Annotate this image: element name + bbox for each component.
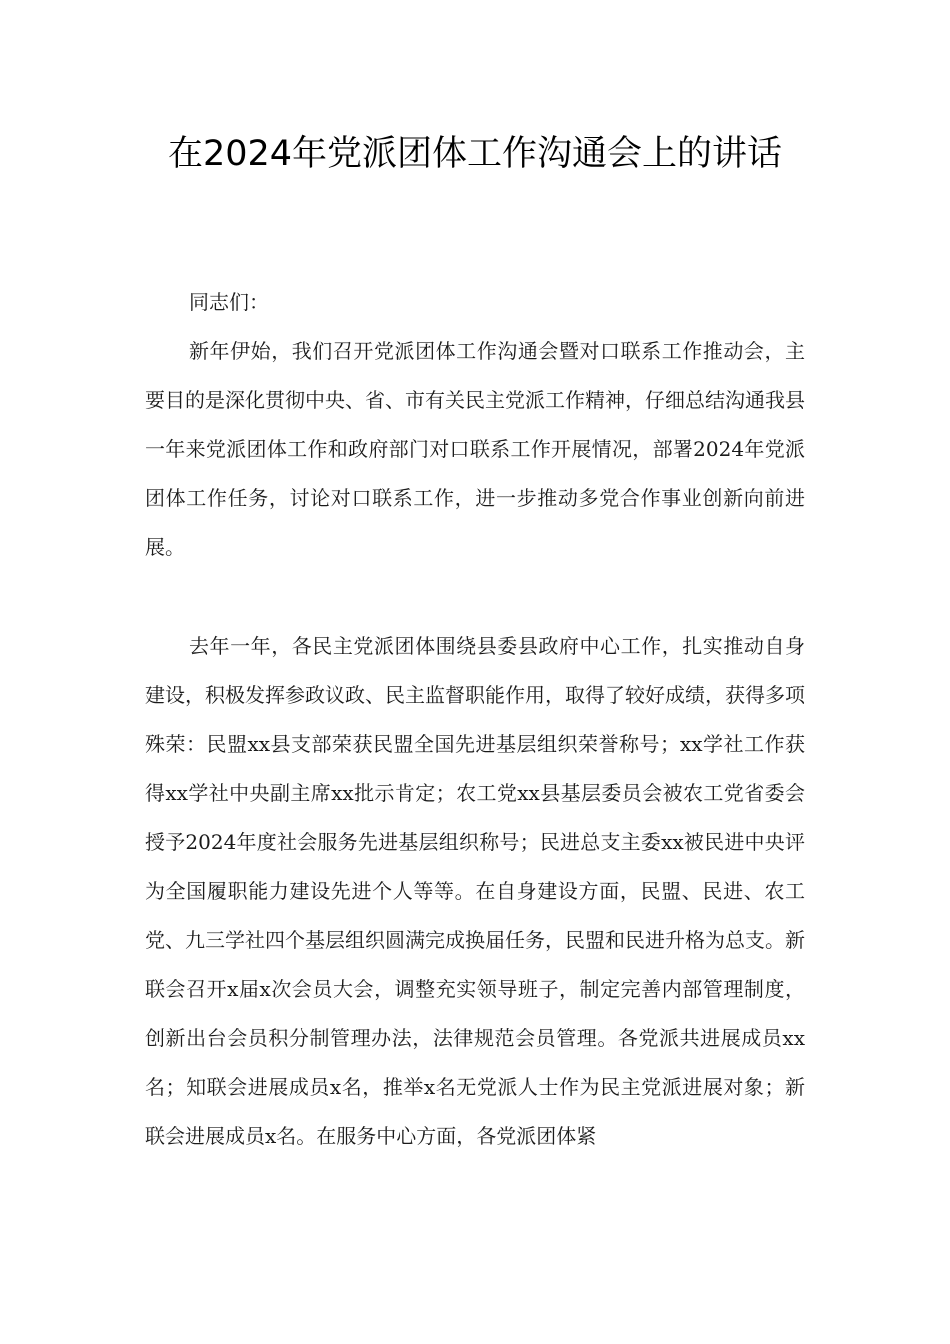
document-title: 在2024年党派团体工作沟通会上的讲话 <box>167 134 783 174</box>
salutation: 同志们： <box>189 290 269 314</box>
paragraph-2: 去年一年，各民主党派团体围绕县委县政府中心工作，扎实推动自身建设，积极发挥参政议政、民主监督职能作用，取得了较好成绩，获得多项殊荣：民盟xx县支部荣获民盟全国先进基层组织荣誉称号；xx学社工作获得xx学社中央副主席xx批示肯定；农工党xx县基层委员会被农工党省委会授予2024年度社会服务先进基层组织称号；民进总支主委xx被民进中央评为全国履职能力建设先进个人等等。在自身建设方面，民盟、民进、农工党、九三学社四个基层组织圆满完成换届任务，民盟和民进升格为总支。新联会召开x届x次会员大会，调整充实领导班子，制定完善内部管理制度，创新出台会员积分制管理办法，法律规范会员管理。各党派共进展成员xx名；知联会进展成员x名，推举x名无党派人士作为民主党派进展对象；新联会进展成员x名。在服务中心方面，各党派团体紧 <box>145 634 805 1148</box>
paragraph-1: 新年伊始，我们召开党派团体工作沟通会暨对口联系工作推动会，主要目的是深化贯彻中央、省、市有关民主党派工作精神，仔细总结沟通我县一年来党派团体工作和政府部门对口联系工作开展情况，部署2024年党派团体工作任务，讨论对口联系工作，进一步推动多党合作事业创新向前进展。 <box>145 339 805 559</box>
